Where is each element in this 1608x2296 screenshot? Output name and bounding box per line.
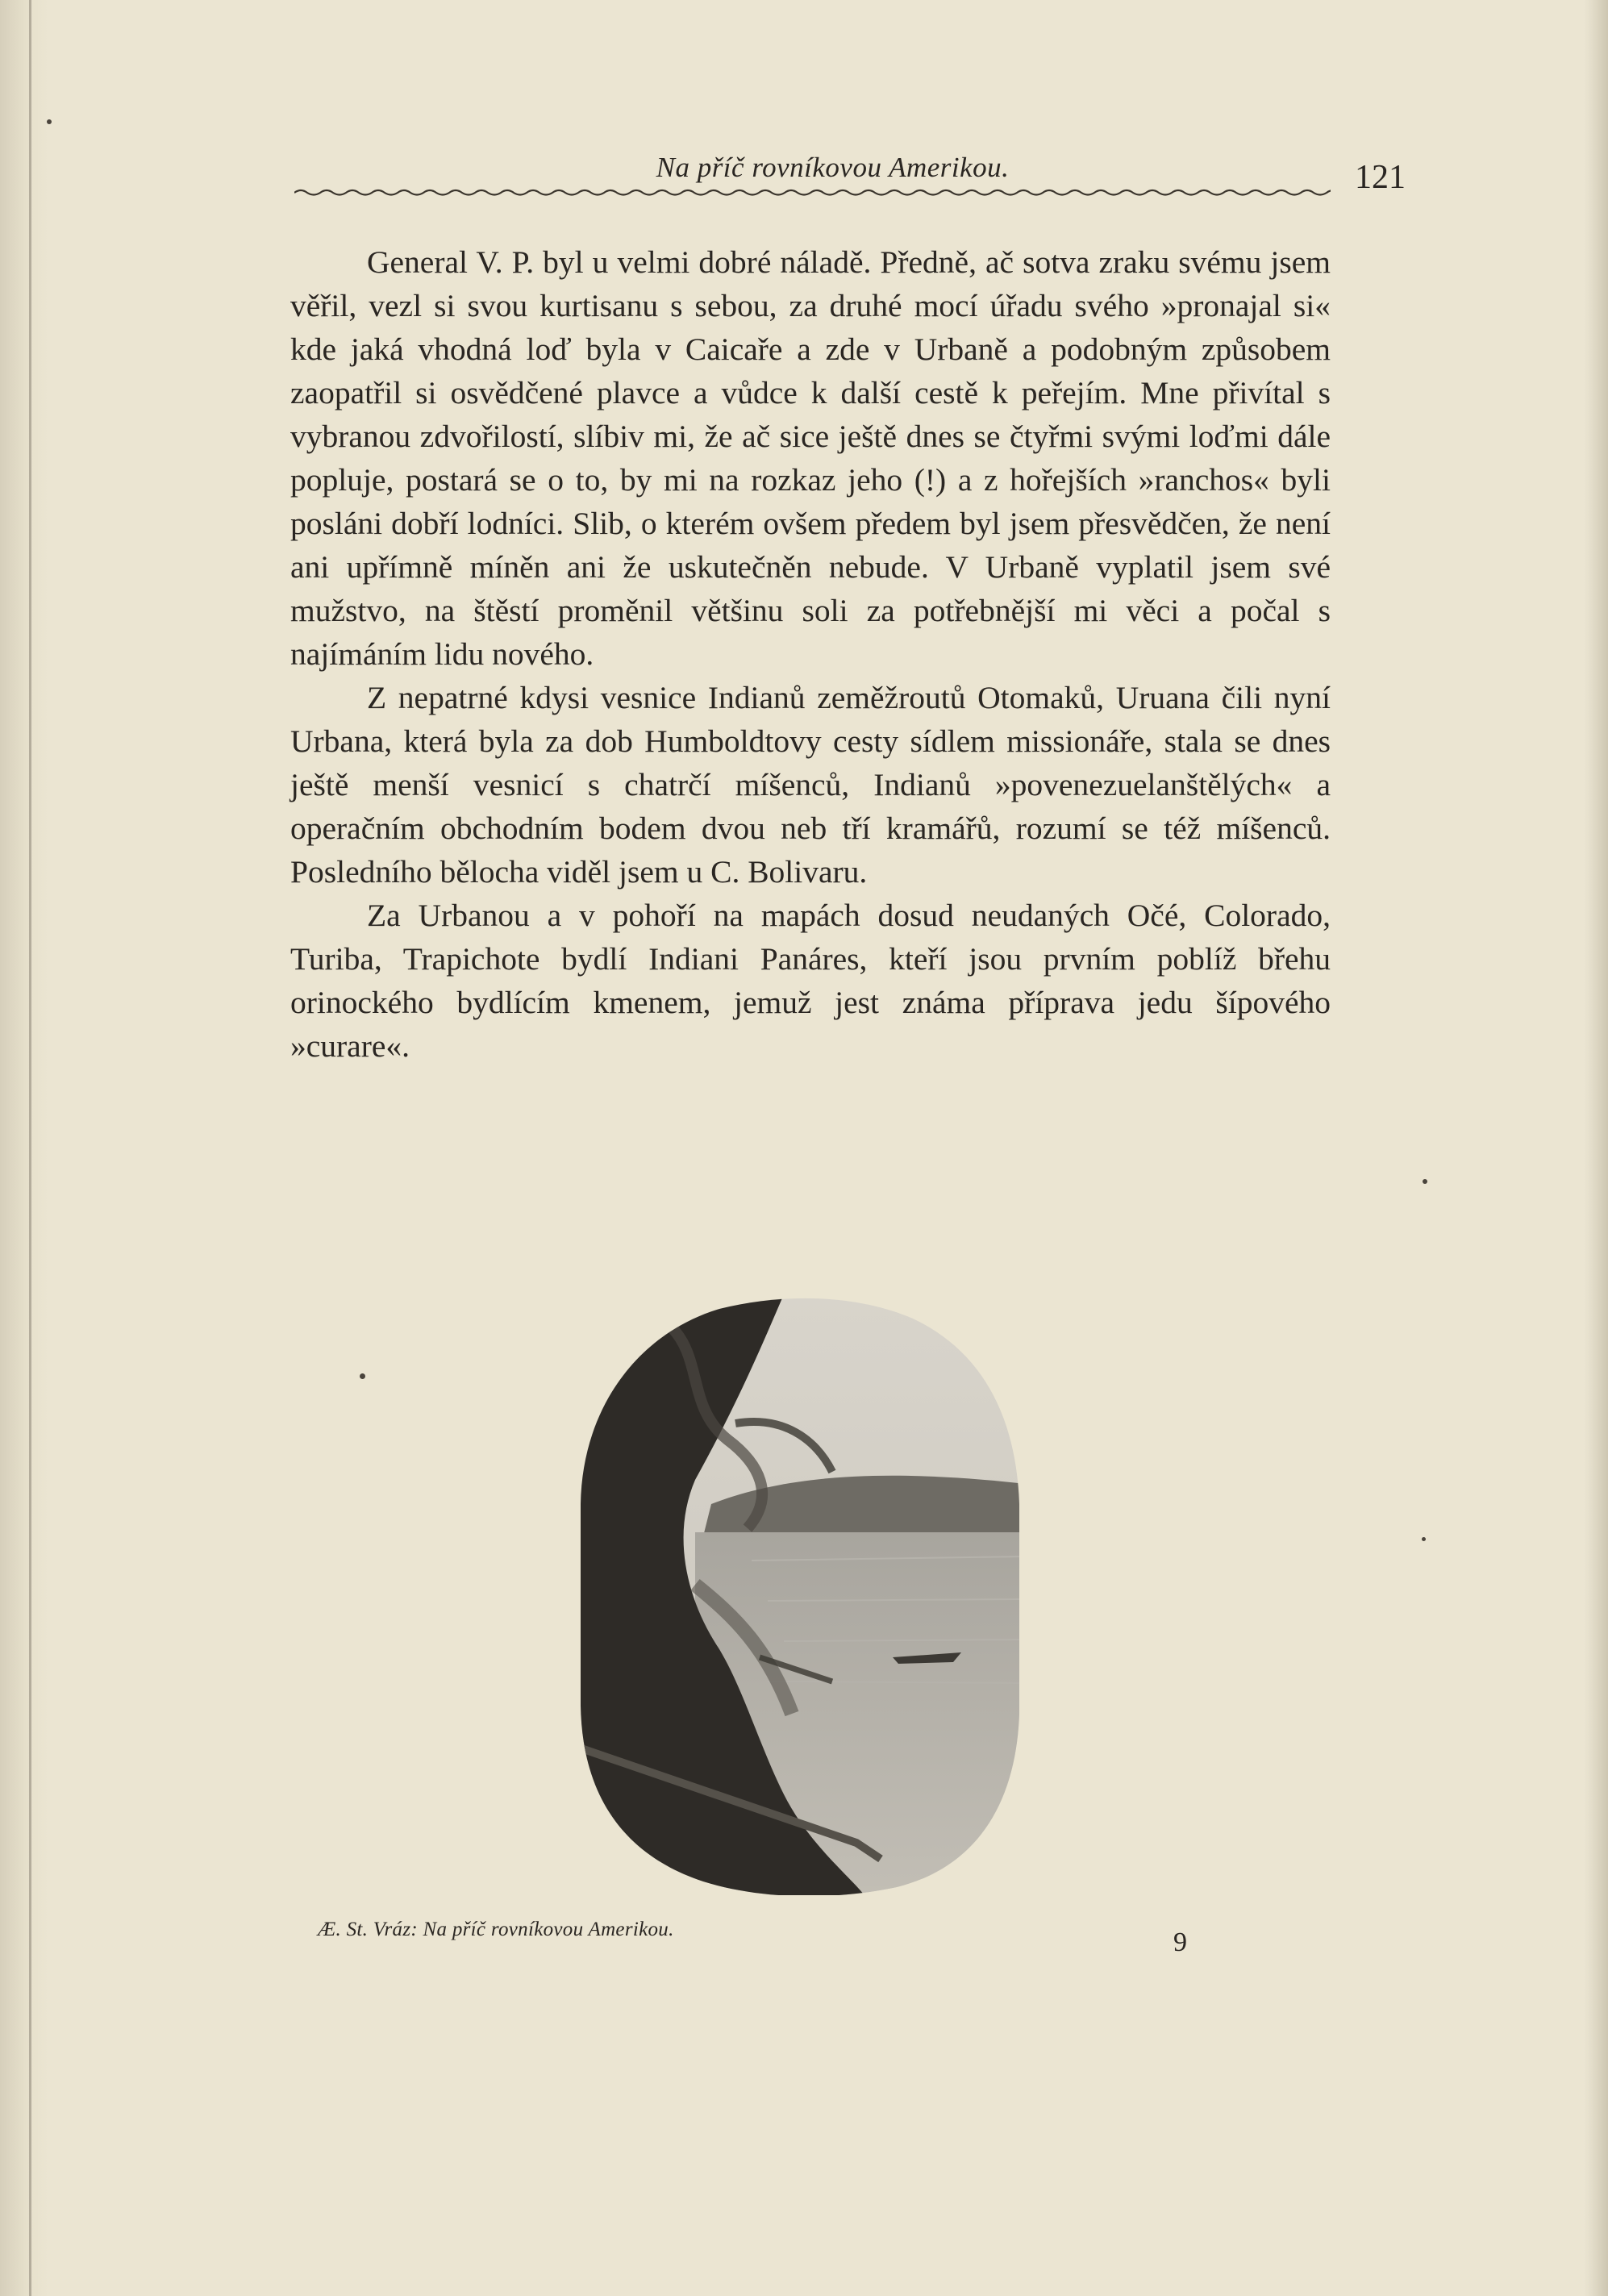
river-illustration — [574, 1294, 1026, 1895]
paragraph-3: Za Urbanou a v pohoří na mapách dosud neudaných Očé, Colorado, Turiba, Trapichote bydlí Indiani Panáres, kteří jsou prvním poblíž břehu orinockého bydlícím kmenem, jemuž jest známa příprava jedu šípového »curare«. — [290, 898, 1331, 1064]
signature-mark: 9 — [1173, 1927, 1187, 1957]
body-text — [290, 240, 1331, 1068]
speck-1 — [360, 1373, 365, 1379]
wavy-rule — [294, 185, 1331, 198]
speck-2 — [1423, 1179, 1427, 1184]
paragraph-2: Z nepatrné kdysi vesnice Indianů zeměžroutů Otomaků, Uruana čili nyní Urbana, která byla za dob Humboldtovy cesty sídlem missionáře, stala se dnes ještě menší vesnicí s chatrčí míšenců, Indianů »povenezuelanštělých« a operačním obchodním bodem dvou neb tří kramářů, rozumí se též míšenců. Posledního bělocha viděl jsem u C. Bolivaru. — [290, 680, 1331, 890]
binding-line — [29, 0, 31, 2296]
footer-credit: Æ. St. Vráz: Na příč rovníkovou Amerikou. — [318, 1919, 674, 1940]
page-edge-right — [1584, 0, 1608, 2296]
speck-4 — [47, 119, 52, 124]
page-edge-left — [0, 0, 48, 2296]
paragraph-1: General V. P. byl u velmi dobré náladě. Předně, ač sotva zraku svému jsem věřil, vezl si svou kurtisanu s sebou, za druhé mocí úřadu svého »pronajal si« kde jaká vhodná loď byla v Caicaře a zde v Urbaně a podobným způsobem zaopatřil si osvědčené plavce a vůdce k další cestě k peřejím. Mne přivítal s vybranou zdvořilostí, slíbiv mi, že ač sice ještě dnes se čtyřmi svými loďmi dále popluje, postará se o to, by mi na rozkaz jeho (!) a z hořejších »ranchos« byli posláni dobří lodníci. Slib, o kterém ovšem předem byl jsem přesvědčen, že není ani upřímně míněn ani že uskutečněn nebude. V Urbaně vyplatil jsem své mužstvo, na štěstí proměnil většinu soli za potřebnější mi věci a počal s najímáním lidu nového. — [290, 244, 1331, 672]
speck-3 — [1422, 1537, 1426, 1541]
page-number: 121 — [1355, 159, 1406, 196]
running-title: Na příč rovníkovou Amerikou. — [656, 152, 1010, 183]
